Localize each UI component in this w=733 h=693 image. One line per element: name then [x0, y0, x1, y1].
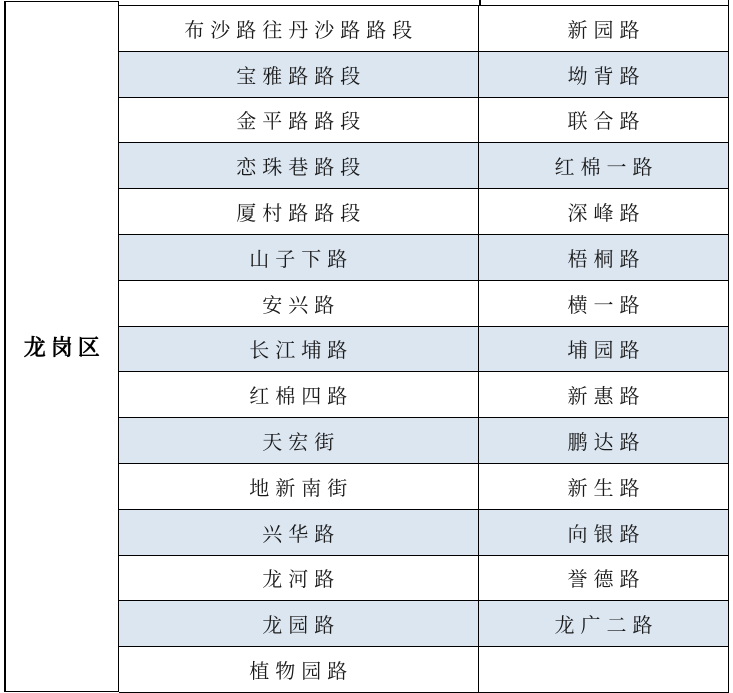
road-segment-cell [119, 372, 480, 417]
road-segment-label: 红棉四路 [249, 386, 354, 409]
road-name-cell [479, 556, 729, 601]
table-row [119, 372, 730, 418]
table-row [119, 327, 730, 373]
table-row [119, 189, 730, 235]
road-segment-label: 植物园路 [249, 661, 354, 684]
road-segment-cell [119, 189, 480, 234]
road-segment-cell [119, 510, 480, 555]
table-row [119, 6, 730, 52]
table-row [119, 510, 730, 556]
road-name-cell [479, 647, 729, 692]
table-row [119, 556, 730, 602]
table-row [119, 601, 730, 647]
road-table [119, 5, 730, 693]
table-row [119, 464, 730, 510]
road-segment-label: 兴华路 [262, 523, 341, 546]
road-segment-label: 宝雅路路段 [236, 65, 367, 88]
road-segment-cell [119, 418, 480, 463]
table-row [119, 143, 730, 189]
road-name-cell [479, 327, 729, 372]
road-segment-label: 龙园路 [262, 615, 341, 638]
road-segment-cell [119, 601, 480, 646]
table-row [119, 52, 730, 98]
road-name-label: 横一路 [567, 294, 646, 317]
road-segment-cell [119, 6, 480, 51]
road-segment-cell [119, 464, 480, 509]
road-segment-cell [119, 647, 480, 692]
road-segment-cell [119, 52, 480, 97]
table-row [119, 98, 730, 144]
road-name-label: 龙广二路 [554, 615, 659, 638]
road-name-cell [479, 189, 729, 234]
road-name-label: 新园路 [567, 19, 646, 42]
table-row [119, 235, 730, 281]
road-name-label: 梧桐路 [567, 248, 646, 271]
road-name-label: 新生路 [567, 477, 646, 500]
road-name-cell [479, 601, 729, 646]
road-segment-label: 金平路路段 [236, 111, 367, 134]
road-name-label: 向银路 [567, 523, 646, 546]
road-name-cell [479, 235, 729, 280]
road-name-label: 坳背路 [567, 65, 646, 88]
road-name-label: 誉德路 [567, 569, 646, 592]
road-name-cell [479, 510, 729, 555]
road-segment-cell [119, 327, 480, 372]
road-name-label: 埔园路 [567, 340, 646, 363]
road-segment-label: 安兴路 [262, 294, 341, 317]
table-row [119, 418, 730, 464]
district-label: 龙岗区 [23, 335, 105, 360]
road-name-label: 联合路 [567, 111, 646, 134]
road-segment-label: 天宏街 [262, 432, 341, 455]
road-segment-label: 山子下路 [249, 248, 354, 271]
road-name-cell [479, 372, 729, 417]
road-name-cell [479, 98, 729, 143]
road-name-label: 鹏达路 [567, 432, 646, 455]
road-segment-label: 地新南街 [249, 477, 354, 500]
road-name-label: 新惠路 [567, 386, 646, 409]
road-segment-cell [119, 143, 480, 188]
road-segment-label: 厦村路路段 [236, 203, 367, 226]
road-name-cell [479, 52, 729, 97]
road-segment-label: 恋珠巷路段 [236, 157, 367, 180]
road-name-cell [479, 6, 729, 51]
road-segment-label: 布沙路往丹沙路路段 [184, 19, 419, 42]
road-name-cell [479, 281, 729, 326]
table-row [119, 281, 730, 327]
road-segment-label: 龙河路 [262, 569, 341, 592]
road-name-cell [479, 464, 729, 509]
table-row [119, 647, 730, 693]
road-segment-cell [119, 281, 480, 326]
road-name-label: 红棉一路 [554, 157, 659, 180]
road-name-cell [479, 418, 729, 463]
road-name-cell [479, 143, 729, 188]
road-segment-cell [119, 235, 480, 280]
road-segment-cell [119, 98, 480, 143]
road-segment-label: 长江埔路 [249, 340, 354, 363]
road-name-label: 深峰路 [567, 203, 646, 226]
district-cell [4, 1, 119, 692]
road-segment-cell [119, 556, 480, 601]
